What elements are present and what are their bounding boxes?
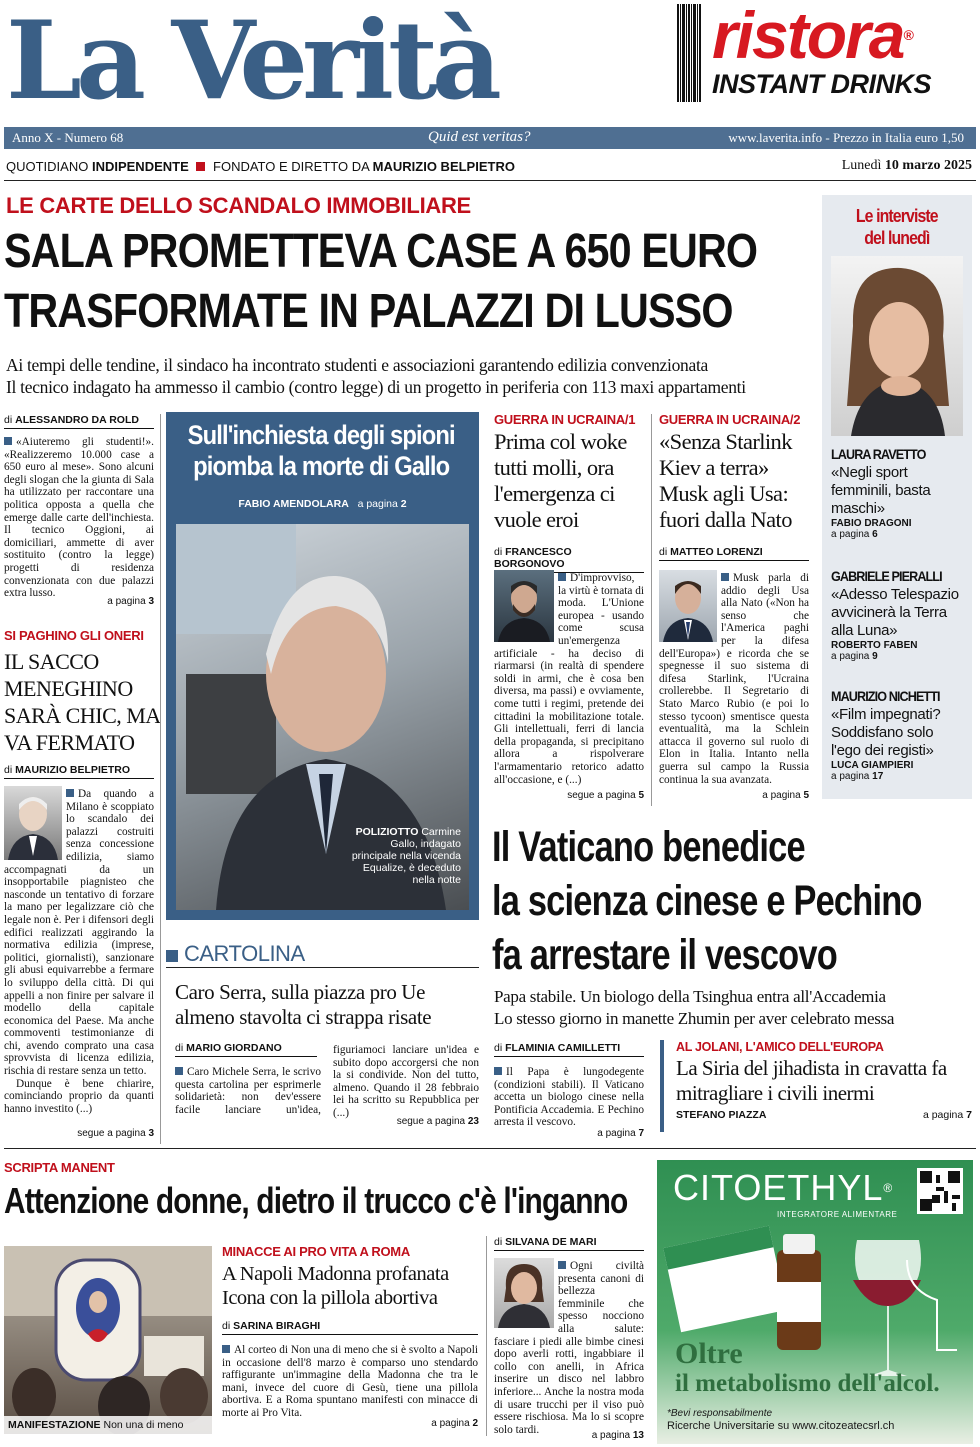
gallo-caption: POLIZIOTTO Carmine Gallo, indagato principale nella vicenda Equalize, è deceduto nella notte [351,826,461,886]
citoethyl-subtitle: INTEGRATORE ALIMENTARE [777,1210,898,1219]
cartolina-headline[interactable]: Caro Serra, sulla piazza pro Ue almeno stavolta ci strappa risate [175,980,432,1029]
tagline: QUOTIDIANO INDIPENDENTE FONDATO E DIRETTO DA MAURIZIO BELPIETRO [6,159,515,174]
napoli-byline: di SARINA BIRAGHI [222,1320,478,1335]
scripta-byline: di SILVANA DE MARI [494,1236,644,1251]
vaticano-page-ref[interactable]: a pagina 7 [597,1128,644,1139]
ristora-subtitle: INSTANT DRINKS [712,69,931,99]
scripta-kicker: SCRIPTA MANENT [4,1160,115,1175]
lead-byline: di ALESSANDRO DA ROLD [4,414,154,429]
scripta-headline[interactable]: Attenzione donne, dietro il trucco c'è l'inganno [4,1180,628,1221]
siria-box[interactable]: AL JOLANI, L'AMICO DELL'EUROPA La Siria del jihadista in cravatta fa mitragliare i civili inermi STEFANO PIAZZA a pagina 7 [660,1040,976,1132]
lead-body: «Aiuteremo gli studenti!». «Realizzeremo 10.000 case a 650 euro al mese». Sono alcuni degli slogan che la giunta di Sala ha utilizzato per raccontare una politica opposta a quella che emerge dalle carte dell'inchiesta. Il tecnico Oggioni, ai domiciliari, ammette di aver sostituito (contro la legge) progetti di residenza convenzionata con due palazzi extra lusso. [4,436,154,600]
napoli-body: Al corteo di Non una di meno che si è svolto a Napoli in occasione dell'8 marzo è comparso uno stendardo raffigurante un'immagine della Madonna che tra le mani, invece del cuore di Gesù, tiene una pillola abortiva. E a Roma spuntano manifesti con minacce di morte ai Pro Vita. [222,1344,478,1419]
ucraina1-kicker: GUERRA IN UCRAINA/1 [494,412,636,427]
ucraina1-body: D'improvviso, la virtù è tornata di moda. L'Unione europea - usando come scusa un'emergenza artificiale - ha deciso di riarmarsi (in realtà di spendere soldi in armi, che è cosa ben diversa, ma passi) e ovviamente, come tutti i regimi, pretende dei cittadini la mobilitazione totale. Gli intellettuali, ferri di lancia della propaganda, si precipitano allora a rispolverare l'armamentario retorico adatto all'occasione, e (...) [494,572,644,786]
spioni-byline: FABIO AMENDOLARA a pagina 2 [238,498,407,510]
citoethyl-headline: Oltre il metabolismo dell'alcol. [675,1337,940,1397]
lead-deck: Ai tempi delle tendine, il sindaco ha incontrato studenti e associazioni garantendo edilizia convenzionata Il tecnico indagato ha ammesso il cambio (contro legge) di un progetto in periferia con 113 maxi appartamenti [6,355,746,397]
interview-pieralli[interactable]: GABRIELE PIERALLI «Adesso Telespazio avvicinerà la Terra alla Luna» ROBERTO FABEN a pagina 9 [831,568,959,662]
ucraina2-byline: di MATTEO LORENZI [659,546,809,561]
vaticano-body: Il Papa è lungodegente (condizioni stabili). Il Vaticano accetta un biologo cinese nella Pontificia Accademia. E Pechino arresta il vescovo. [494,1066,644,1129]
site-price: www.laverita.info - Prezzo in Italia euro 1,50 [728,130,964,145]
ucraina2-body: Musk parla di addio degli Usa alla Nato («Non ha senso che l'America paghi per la difesa dell'Europa») e ricorda che se spegnesse il suo sistema di difesa Starlink, l'Ucraina crollerebbe. Il Segretario di Stato Marco Rubio (e poi lo stesso tycoon) smentisce questa eventualità, ma la Schlein attacca il governo sul ruolo di Elon in Italia. Intanto nella guerra sul campo la Russia continua la sua avanzata. [659,572,809,786]
sacco-kicker: SI PAGHINO GLI ONERI [4,628,144,643]
lead-kicker: LE CARTE DELLO SCANDALO IMMOBILIARE [6,193,471,218]
interview-nichetti[interactable]: MAURIZIO NICHETTI «Film impegnati? Soddisfano solo l'ego dei registi» LUCA GIAMPIERI a pagina 17 [831,688,941,782]
ucraina1-byline: di FRANCESCO BORGONOVO [494,546,644,573]
napoli-page-ref[interactable]: a pagina 2 [431,1418,478,1429]
cartolina-byline: di MARIO GIORDANO [175,1042,317,1057]
ucraina1-page-ref[interactable]: segue a pagina 5 [567,790,644,801]
sacco-body: Da quando a Milano è scoppiato lo scandalo dei palazzi costruiti senza concessione edilizia, siamo accompagnati da un insopportabile piagnisteo che nasconde un tentativo di forzare la mano per legalizzare ciò che legale non è. Per i difensori degli edifici realizzati aggirando la normativa edilizia (imprese, politici, giornalisti), sanzionare gli abusi equivarrebbe a fermare lo sviluppo della città. Di qui appelli a non finire per salvare il modello della capitale economica del Paese. Ma anche commoventi testimonianze di chi, avendo comprato una casa sprovvista di licenza edilizia, rischia di restare senza un tetto. Dunque è bene chiarire, cominciando proprio da quanti hanno investito (...) [4,788,154,1115]
manifestazione-photo [4,1246,212,1434]
spioni-headline: Sull'inchiesta degli spioni piomba la morte di Gallo [187,420,455,481]
masthead-logo: La Verità [6,0,496,124]
scripta-body: Ogni civiltà presenta canoni di bellezza femminile che spesso nocciono alla salute: fasciare i piedi alle bimbe cinesi dopo averli rotti, ingabbiare il collo con anelli, in Africa inserire un disco nel labbro inferiore... Anche la nostra moda di usare trucchi per il viso può essere rischiosa. Ma lo si scopre solo tardi. [494,1260,644,1436]
citoethyl-logo: CITOETHYL® [673,1167,894,1208]
issue-date: Lunedì 10 marzo 2025 [841,158,972,173]
lead-page-ref[interactable]: a pagina 3 [107,596,154,607]
interview-ravetto[interactable]: LAURA RAVETTO «Negli sport femminili, basta maschi» FABIO DRAGONI a pagina 6 [831,446,931,540]
qr-code[interactable] [917,1168,963,1214]
barcode [676,4,702,122]
sacco-byline: di MAURIZIO BELPIETRO [4,764,154,779]
sacco-headline[interactable]: IL SACCO MENEGHINO SARÀ CHIC, MA VA FERMATO [4,649,160,755]
ucraina1-headline[interactable]: Prima col woke tutti molli, ora l'emergenza ci vuole eroi [494,429,627,532]
cartolina-label: CARTOLINA [166,941,479,968]
spioni-box[interactable] [166,412,479,920]
napoli-kicker: MINACCE AI PRO VITA A ROMA [222,1244,410,1259]
vaticano-byline: di FLAMINIA CAMILLETTI [494,1042,644,1057]
motto: Quid est veritas? [428,129,531,145]
cartolina-body-text: Caro Michele Serra, le scrivo questa cartolina per esprimerle solidarietà: non dev'essere facile lanciare un'idea, figuriamoci lanciare un'idea e subito dopo accorgersi che non la si condivide. Non del tutto, almeno. Quando il 28 febbraio lei ha scritto su Repubblica per (...) [175,1044,479,1119]
ucraina2-headline[interactable]: «Senza Starlink Kiev a terra» Musk agli Usa: fuori dalla Nato [659,429,792,532]
vaticano-deck: Papa stabile. Un biologo della Tsinghua entra all'Accademia Lo stesso giorno in manette Zhumin per aver celebrato messa [494,987,895,1028]
vaticano-headline[interactable]: Il Vaticano benedice la scienza cinese e Pechino fa arrestare il vescovo [492,823,922,979]
ucraina2-page-ref[interactable]: a pagina 5 [762,790,809,801]
ravetto-photo [831,256,963,436]
gallo-photo [176,524,469,910]
masthead-band [4,127,976,149]
citoethyl-small: *Bevi responsabilmente Ricerche Universitarie su www.citozeatecsrl.ch [667,1408,895,1432]
cartolina-page-ref[interactable]: segue a pagina 23 [396,1116,479,1127]
lead-headline[interactable]: SALA PROMETTEVA CASE A 650 EURO TRASFORMATE IN PALAZZI DI LUSSO [4,225,758,338]
scripta-page-ref[interactable]: a pagina 13 [591,1430,644,1441]
ristora-logo: ristora [712,0,904,72]
manifestazione-caption: MANIFESTAZIONE Non una di meno [8,1419,184,1431]
ad-ristora[interactable]: ristora® INSTANT DRINKS [712,0,976,120]
ad-citoethyl[interactable] [657,1160,973,1444]
napoli-headline[interactable]: A Napoli Madonna profanata Icona con la pillola abortiva [222,1263,449,1309]
ucraina2-kicker: GUERRA IN UCRAINA/2 [659,412,801,427]
sacco-page-ref[interactable]: segue a pagina 3 [77,1128,154,1139]
issue-number: Anno X - Numero 68 [12,130,124,145]
interviste-title: Le interviste del lunedì [855,206,938,248]
